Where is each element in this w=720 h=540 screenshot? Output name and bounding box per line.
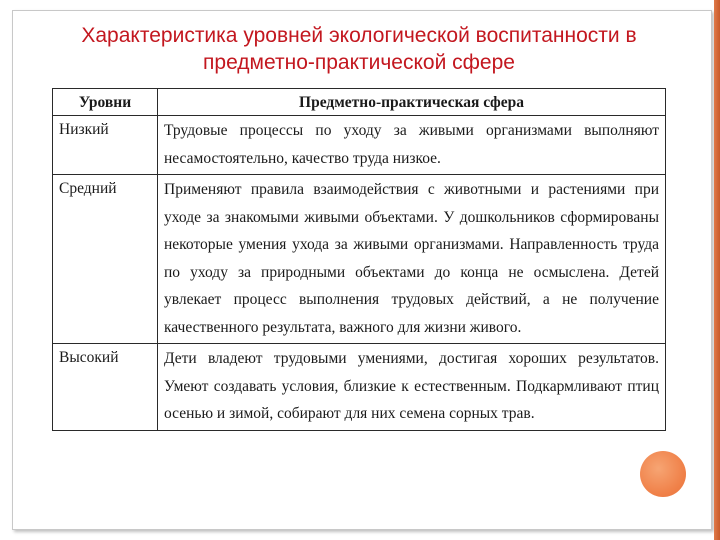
table-row	[53, 116, 666, 175]
slide-title	[24, 22, 694, 76]
table-header-row	[53, 89, 666, 116]
slide-title-line-2: предметно-практической сфере	[203, 51, 515, 74]
decorative-circle	[640, 451, 686, 497]
table-row	[53, 175, 666, 344]
level-description: Дети владеют трудовыми умениями, достигая хороших результатов. Умеют создавать условия, близкие к естественным. Подкармливают птиц осенью и зимой, собирают для них семена сорных трав.	[158, 344, 666, 431]
header-practical-sphere: Предметно-практическая сфера	[158, 89, 666, 116]
levels-table	[52, 88, 666, 431]
level-name: Средний	[53, 175, 158, 344]
slide-title-line-1: Характеристика уровней экологической воспитанности в	[81, 24, 637, 47]
slide-edge-bar	[714, 0, 720, 540]
level-description: Применяют правила взаимодействия с животными и растениями при уходе за знакомыми живыми объектами. У дошкольников сформированы некоторые умения ухода за живыми организмами. Направленность труда по уходу за природными объектами до конца не осмыслена. Детей увлекает процесс выполнения трудовых действий, а не получение качественного результата, важного для жизни живого.	[158, 175, 666, 344]
level-description: Трудовые процессы по уходу за живыми организмами выполняют несамостоятельно, качество труда низкое.	[158, 116, 666, 175]
table-row	[53, 344, 666, 431]
header-levels: Уровни	[53, 89, 158, 116]
level-name: Низкий	[53, 116, 158, 175]
level-name: Высокий	[53, 344, 158, 431]
